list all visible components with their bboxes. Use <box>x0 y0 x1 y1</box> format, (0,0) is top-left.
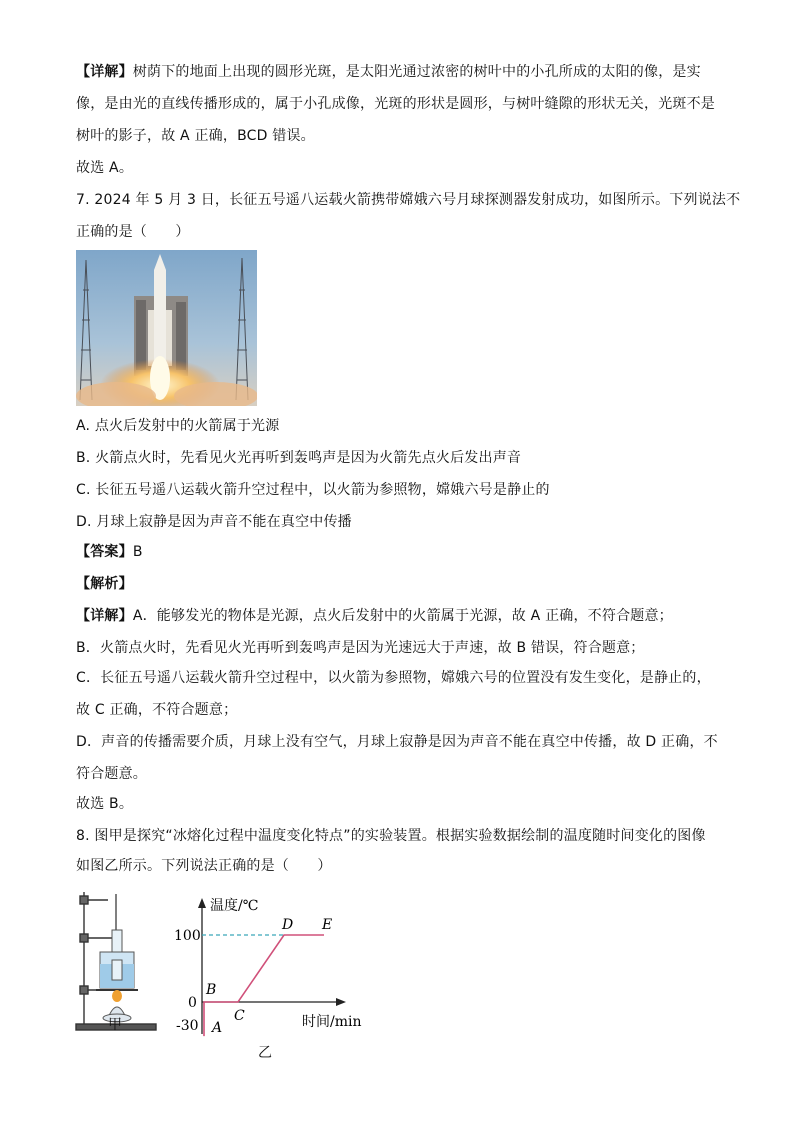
point-label-d: D <box>282 917 294 933</box>
text-line <box>76 638 645 658</box>
figure-yi-chart <box>172 884 372 1061</box>
text-run: D．声音的传播需要介质，月球上没有空气，月球上寂静是因为声音不能在真空中传播，故 D 正确，不 <box>76 734 718 750</box>
text-line <box>76 480 550 500</box>
text-line <box>76 542 143 562</box>
y-axis-label: 温度/℃ <box>210 898 259 914</box>
tick-label-0: 0 <box>188 995 197 1011</box>
text-run: A．能够发光的物体是光源，点火后发射中的火箭属于光源，故 A 正确，不符合题意； <box>132 608 673 624</box>
point-label-a: A <box>212 1020 223 1036</box>
text-line <box>76 764 147 784</box>
text-run: 正确的是（ ） <box>76 224 190 240</box>
text-run: 故选 B。 <box>76 796 134 812</box>
text-run: 8. 图甲是探究“冰熔化过程中温度变化特点”的实验装置。根据实验数据绘制的温度随时间变化的图像 <box>76 828 706 844</box>
text-line <box>76 700 237 720</box>
tick-label-neg30: -30 <box>176 1018 199 1034</box>
text-run: 像，是由光的直线传播形成的，属于小孔成像，光斑的形状是圆形，与树叶缝隙的形状无关，光斑不是 <box>76 96 715 112</box>
text-line <box>76 62 701 82</box>
text-line <box>76 126 315 146</box>
text-line <box>76 856 332 876</box>
text-run: C. 长征五号遥八运载火箭升空过程中，以火箭为参照物，嫦娥六号是静止的 <box>76 482 550 498</box>
text-run: A. 点火后发射中的火箭属于光源 <box>76 418 280 434</box>
x-axis-arrow <box>336 998 346 1006</box>
text-line <box>76 448 521 468</box>
text-run: C．长征五号遥八运载火箭升空过程中，以火箭为参照物，嫦娥六号的位置没有发生变化，是静止的， <box>76 670 711 686</box>
text-run: 7. 2024 年 5 月 3 日，长征五号遥八运载火箭携带嫦娥六号月球探测器发射成功，如图所示。下列说法不 <box>76 192 741 208</box>
figure-jia-caption: 甲 <box>108 1017 122 1033</box>
text-line <box>76 190 740 210</box>
figure-jia-apparatus <box>72 886 162 1036</box>
text-run: 故 C 正确，不符合题意； <box>76 702 238 718</box>
rocket-launch-photo <box>76 250 257 406</box>
text-line <box>76 574 133 594</box>
section-marker: 【详解】 <box>76 608 133 624</box>
y-axis-arrow <box>198 898 206 908</box>
text-run: B <box>132 544 143 560</box>
point-label-e: E <box>322 917 333 933</box>
tick-label-100: 100 <box>174 928 201 944</box>
text-run: 如图乙所示。下列说法正确的是（ ） <box>76 858 332 874</box>
text-run: D. 月球上寂静是因为声音不能在真空中传播 <box>76 514 352 530</box>
x-axis-label: 时间/min <box>302 1014 362 1030</box>
text-run: 故选 A。 <box>76 160 134 176</box>
text-run: B. 火箭点火时，先看见火光再听到轰鸣声是因为火箭先点火后发出声音 <box>76 450 522 466</box>
text-line <box>76 416 279 436</box>
text-line <box>76 222 190 242</box>
text-line <box>76 668 711 688</box>
text-run: 树叶的影子，故 A 正确，BCD 错误。 <box>76 128 315 144</box>
text-line <box>76 158 133 178</box>
point-label-c: C <box>234 1008 245 1024</box>
text-line <box>76 794 133 814</box>
text-line <box>76 826 706 846</box>
section-marker: 【解析】 <box>76 576 133 592</box>
text-line <box>76 512 352 532</box>
text-line <box>76 606 673 626</box>
text-run: B．火箭点火时，先看见火光再听到轰鸣声是因为光速远大于声速，故 B 错误，符合题意； <box>76 640 645 656</box>
figure-yi-caption: 乙 <box>258 1045 272 1061</box>
section-marker: 【详解】 <box>76 64 133 80</box>
section-marker: 【答案】 <box>76 544 133 560</box>
text-run: 符合题意。 <box>76 766 147 782</box>
point-label-b: B <box>206 982 217 998</box>
text-run: 树荫下的地面上出现的圆形光斑，是太阳光通过浓密的树叶中的小孔所成的太阳的像，是实 <box>132 64 701 80</box>
text-line <box>76 94 715 114</box>
text-line <box>76 732 718 752</box>
